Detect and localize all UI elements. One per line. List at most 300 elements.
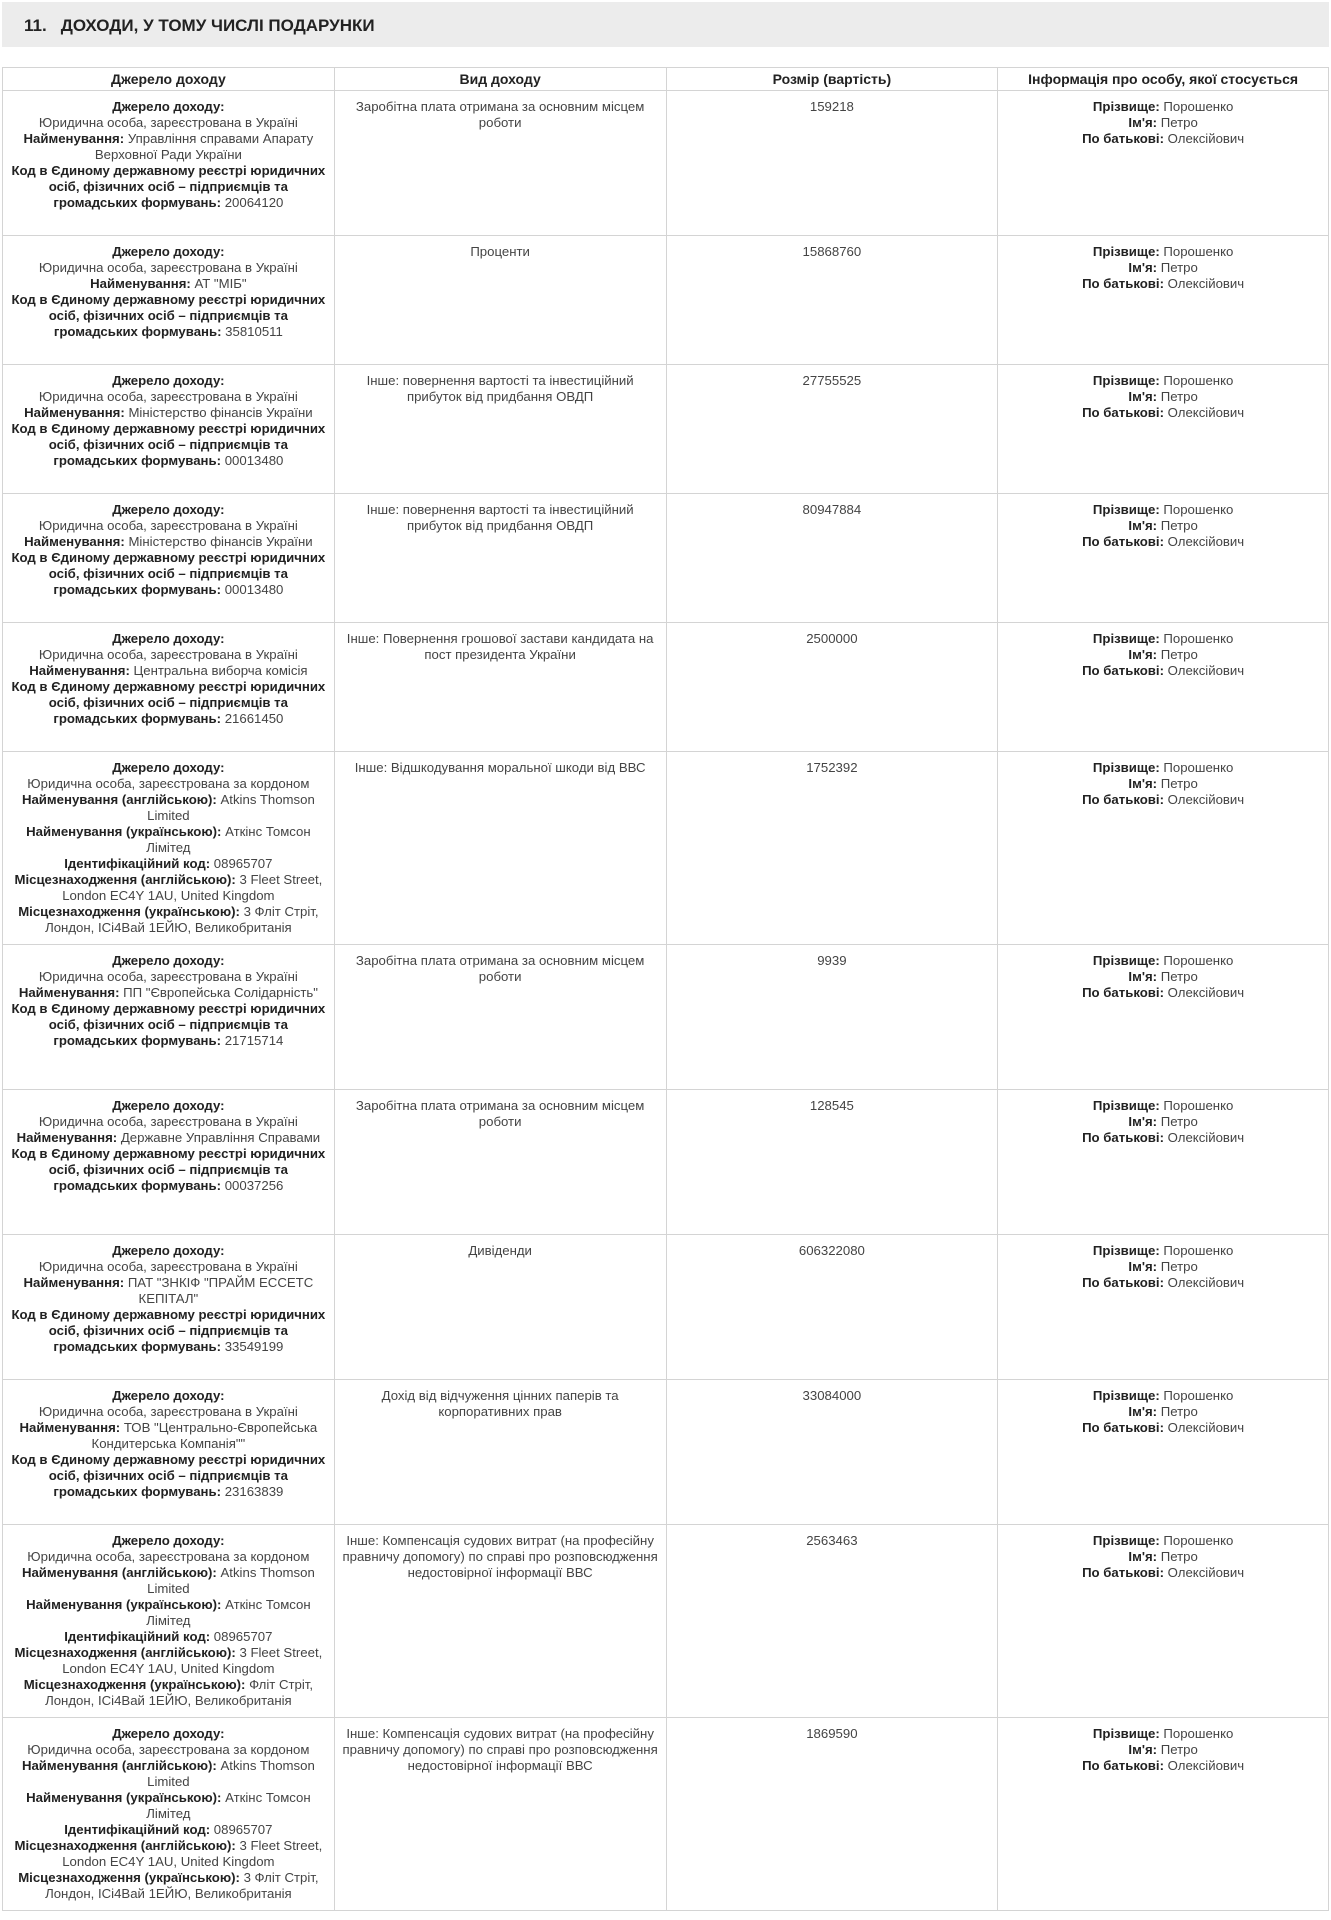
- source-line: [9, 824, 328, 856]
- table-row: [3, 1235, 1329, 1380]
- source-line: [9, 1275, 328, 1307]
- source-field-value: Юридична особа, зареєстрована в Україні: [38, 1259, 298, 1274]
- source-field-label: Місцезнаходження (англійською):: [14, 872, 236, 887]
- source-line: [9, 985, 328, 1001]
- person-surname-line: [1004, 760, 1322, 776]
- source-field-value: ТОВ "Центрально-Європейська Кондитерська Компанія"": [91, 1420, 318, 1451]
- income-type-cell: Дохід від відчуження цінних паперів та корпоративних прав: [334, 1380, 666, 1525]
- person-surname-label: Прізвище:: [1092, 953, 1160, 968]
- person-surname-line: [1004, 953, 1322, 969]
- source-line: [9, 1307, 328, 1355]
- source-line: [9, 373, 328, 389]
- income-amount-cell: 2500000: [666, 623, 998, 752]
- income-amount-cell: 27755525: [666, 365, 998, 494]
- person-surname-value: Порошенко: [1163, 244, 1234, 259]
- source-field-value: Міністерство фінансів України: [128, 534, 313, 549]
- person-surname-label: Прізвище:: [1092, 502, 1160, 517]
- person-info-cell: [998, 623, 1329, 752]
- source-field-value: Управління справами Апарату Верховної Ради України: [94, 131, 314, 162]
- source-field-value: 3 Fleet Street, London EC4Y 1AU, United Kingdom: [62, 1645, 323, 1676]
- table-row: [3, 1380, 1329, 1525]
- person-patronymic-line: [1004, 1565, 1322, 1581]
- source-field-value: ПП "Європейська Солідарність": [123, 985, 318, 1000]
- source-field-label: Найменування (англійською):: [21, 792, 217, 807]
- person-patronymic-value: Олексійович: [1167, 1420, 1245, 1435]
- person-name-value: Петро: [1160, 1259, 1198, 1274]
- source-field-value: Юридична особа, зареєстрована за кордоном: [27, 1549, 310, 1564]
- person-patronymic-line: [1004, 1275, 1322, 1291]
- person-surname-line: [1004, 1388, 1322, 1404]
- income-source-cell: [3, 945, 335, 1090]
- source-field-label: Найменування:: [18, 985, 120, 1000]
- source-field-value: Аткінс Томсон Лімітед: [146, 824, 311, 855]
- source-field-label: Найменування:: [16, 1130, 118, 1145]
- source-field-label: Джерело доходу:: [112, 1533, 225, 1548]
- income-amount-cell: 33084000: [666, 1380, 998, 1525]
- source-field-value: 3 Fleet Street, London EC4Y 1AU, United Kingdom: [62, 1838, 323, 1869]
- person-surname-label: Прізвище:: [1092, 1726, 1160, 1741]
- source-field-value: 3 Fleet Street, London EC4Y 1AU, United Kingdom: [62, 872, 323, 903]
- person-surname-value: Порошенко: [1163, 99, 1234, 114]
- income-type-cell: Заробітна плата отримана за основним місцем роботи: [334, 945, 666, 1090]
- source-line: [9, 1565, 328, 1597]
- person-info-cell: [998, 91, 1329, 236]
- source-line: [9, 292, 328, 340]
- income-type-cell: Інше: Компенсація судових витрат (на професійну правничу допомогу) по справі про розповсюдження недостовірної інформації ВВС: [334, 1525, 666, 1718]
- person-patronymic-value: Олексійович: [1167, 1758, 1245, 1773]
- source-line: [9, 1452, 328, 1500]
- person-name-line: [1004, 1742, 1322, 1758]
- income-amount-cell: 1752392: [666, 752, 998, 945]
- table-row: [3, 365, 1329, 494]
- person-name-line: [1004, 1114, 1322, 1130]
- source-field-value: 3 Фліт Стріт, Лондон, ІСі4Вай 1ЕЙЮ, Великобританія: [45, 904, 319, 935]
- source-field-value: Atkins Thomson Limited: [147, 1758, 315, 1789]
- person-surname-value: Порошенко: [1163, 631, 1234, 646]
- source-line: [9, 647, 328, 663]
- source-field-label: Ідентифікаційний код:: [64, 1822, 211, 1837]
- source-field-label: Джерело доходу:: [112, 953, 225, 968]
- source-field-label: Найменування:: [23, 1275, 125, 1290]
- source-field-value: Міністерство фінансів України: [128, 405, 313, 420]
- source-line: [9, 1533, 328, 1549]
- source-field-value: Юридична особа, зареєстрована в Україні: [38, 389, 298, 404]
- source-line: [9, 1001, 328, 1049]
- person-patronymic-label: По батькові:: [1082, 405, 1164, 420]
- source-field-label: Джерело доходу:: [112, 502, 225, 517]
- column-header-amount: Розмір (вартість): [666, 68, 998, 91]
- person-info-cell: [998, 1090, 1329, 1235]
- person-patronymic-line: [1004, 405, 1322, 421]
- income-amount-cell: 128545: [666, 1090, 998, 1235]
- source-field-value: Центральна виборча комісія: [133, 663, 308, 678]
- table-row: [3, 494, 1329, 623]
- table-row: [3, 1525, 1329, 1718]
- source-field-label: Джерело доходу:: [112, 1388, 225, 1403]
- person-surname-label: Прізвище:: [1092, 1533, 1160, 1548]
- person-patronymic-value: Олексійович: [1167, 1275, 1245, 1290]
- source-line: [9, 679, 328, 727]
- person-surname-line: [1004, 1098, 1322, 1114]
- source-line: [9, 389, 328, 405]
- source-line: [9, 776, 328, 792]
- person-info-cell: [998, 752, 1329, 945]
- person-surname-label: Прізвище:: [1092, 1243, 1160, 1258]
- table-row: [3, 91, 1329, 236]
- person-name-label: Ім'я:: [1128, 1404, 1158, 1419]
- source-field-value: Юридична особа, зареєстрована в Україні: [38, 260, 298, 275]
- person-name-label: Ім'я:: [1128, 1549, 1158, 1564]
- person-surname-label: Прізвище:: [1092, 99, 1160, 114]
- income-table: [2, 67, 1329, 1911]
- income-amount-cell: 159218: [666, 91, 998, 236]
- source-field-label: Найменування (українською):: [26, 1790, 222, 1805]
- person-name-value: Петро: [1160, 647, 1198, 662]
- person-info-cell: [998, 494, 1329, 623]
- person-patronymic-value: Олексійович: [1167, 534, 1245, 549]
- source-field-label: Місцезнаходження (українською):: [18, 1870, 240, 1885]
- source-field-label: Код в Єдиному державному реєстрі юридичних осіб, фізичних осіб – підприємців та громадських формувань:: [11, 1001, 326, 1048]
- person-surname-value: Порошенко: [1163, 1533, 1234, 1548]
- source-field-label: Найменування (англійською):: [21, 1758, 217, 1773]
- source-line: [9, 1130, 328, 1146]
- person-name-line: [1004, 1259, 1322, 1275]
- person-surname-line: [1004, 502, 1322, 518]
- person-patronymic-value: Олексійович: [1167, 663, 1245, 678]
- person-name-label: Ім'я:: [1128, 389, 1158, 404]
- person-surname-value: Порошенко: [1163, 953, 1234, 968]
- person-name-value: Петро: [1160, 1742, 1198, 1757]
- person-patronymic-label: По батькові:: [1082, 1130, 1164, 1145]
- table-body: [3, 91, 1329, 1911]
- source-field-label: Місцезнаходження (українською):: [18, 904, 240, 919]
- person-info-cell: [998, 236, 1329, 365]
- source-line: [9, 115, 328, 131]
- source-field-label: Місцезнаходження (українською):: [23, 1677, 246, 1692]
- source-field-label: Найменування:: [24, 534, 125, 549]
- source-field-value: 33549199: [224, 1339, 284, 1354]
- source-field-value: Аткінс Томсон Лімітед: [146, 1790, 311, 1821]
- source-field-value: Юридична особа, зареєстрована в Україні: [38, 1114, 298, 1129]
- person-patronymic-line: [1004, 663, 1322, 679]
- income-type-cell: Інше: повернення вартості та інвестиційний прибуток від придбання ОВДП: [334, 494, 666, 623]
- section-header: [2, 2, 1329, 47]
- source-line: [9, 1259, 328, 1275]
- person-patronymic-label: По батькові:: [1082, 131, 1164, 146]
- person-surname-value: Порошенко: [1163, 1388, 1234, 1403]
- income-source-cell: [3, 365, 335, 494]
- source-line: [9, 1098, 328, 1114]
- source-line: [9, 1822, 328, 1838]
- source-field-value: 21661450: [224, 711, 284, 726]
- person-surname-line: [1004, 99, 1322, 115]
- person-name-line: [1004, 647, 1322, 663]
- source-field-value: Atkins Thomson Limited: [147, 1565, 315, 1596]
- income-source-cell: [3, 1718, 335, 1911]
- source-line: [9, 1597, 328, 1629]
- source-field-label: Ідентифікаційний код:: [64, 1629, 211, 1644]
- income-type-cell: Інше: повернення вартості та інвестиційний прибуток від придбання ОВДП: [334, 365, 666, 494]
- source-line: [9, 663, 328, 679]
- person-name-label: Ім'я:: [1128, 1259, 1158, 1274]
- person-patronymic-line: [1004, 792, 1322, 808]
- person-name-label: Ім'я:: [1128, 776, 1158, 791]
- person-patronymic-value: Олексійович: [1167, 405, 1245, 420]
- source-line: [9, 872, 328, 904]
- source-field-label: Джерело доходу:: [112, 760, 225, 775]
- person-patronymic-label: По батькові:: [1082, 1420, 1164, 1435]
- source-field-value: Фліт Стріт, Лондон, ІСі4Вай 1ЕЙЮ, Великобританія: [45, 1677, 314, 1708]
- person-surname-line: [1004, 1533, 1322, 1549]
- source-field-value: 00013480: [224, 582, 284, 597]
- column-header-person: Інформація про особу, якої стосується: [998, 68, 1329, 91]
- person-name-line: [1004, 518, 1322, 534]
- person-info-cell: [998, 365, 1329, 494]
- person-surname-label: Прізвище:: [1092, 1098, 1160, 1113]
- person-surname-value: Порошенко: [1163, 1243, 1234, 1258]
- source-field-value: Юридична особа, зареєстрована в Україні: [38, 115, 298, 130]
- source-field-label: Джерело доходу:: [112, 373, 225, 388]
- income-source-cell: [3, 623, 335, 752]
- source-field-value: 21715714: [224, 1033, 284, 1048]
- income-source-cell: [3, 752, 335, 945]
- person-name-value: Петро: [1160, 518, 1198, 533]
- person-patronymic-label: По батькові:: [1082, 792, 1164, 807]
- source-line: [9, 131, 328, 163]
- person-info-cell: [998, 1380, 1329, 1525]
- source-line: [9, 260, 328, 276]
- source-field-label: Місцезнаходження (англійською):: [14, 1645, 236, 1660]
- person-surname-line: [1004, 631, 1322, 647]
- source-line: [9, 1838, 328, 1870]
- person-surname-label: Прізвище:: [1092, 1388, 1160, 1403]
- source-field-label: Найменування:: [29, 663, 130, 678]
- person-patronymic-value: Олексійович: [1167, 131, 1245, 146]
- person-surname-line: [1004, 1726, 1322, 1742]
- person-info-cell: [998, 1718, 1329, 1911]
- source-field-value: 00013480: [224, 453, 284, 468]
- person-patronymic-label: По батькові:: [1082, 1275, 1164, 1290]
- source-field-label: Найменування (українською):: [26, 824, 222, 839]
- source-field-value: 00037256: [224, 1178, 284, 1193]
- source-line: [9, 244, 328, 260]
- source-line: [9, 1677, 328, 1709]
- source-field-label: Найменування (англійською):: [21, 1565, 217, 1580]
- source-field-label: Джерело доходу:: [112, 1726, 225, 1741]
- source-line: [9, 1742, 328, 1758]
- source-field-value: Аткінс Томсон Лімітед: [146, 1597, 311, 1628]
- source-line: [9, 502, 328, 518]
- table-row: [3, 1718, 1329, 1911]
- source-field-value: 08965707: [213, 1629, 273, 1644]
- person-name-label: Ім'я:: [1128, 969, 1158, 984]
- income-amount-cell: 606322080: [666, 1235, 998, 1380]
- source-field-value: 08965707: [213, 1822, 273, 1837]
- person-surname-label: Прізвище:: [1092, 631, 1160, 646]
- table-header-row: [3, 68, 1329, 91]
- column-header-type: Вид доходу: [334, 68, 666, 91]
- income-amount-cell: 1869590: [666, 1718, 998, 1911]
- source-field-label: Місцезнаходження (англійською):: [14, 1838, 236, 1853]
- source-field-label: Ідентифікаційний код:: [64, 856, 211, 871]
- income-source-cell: [3, 1090, 335, 1235]
- person-info-cell: [998, 1525, 1329, 1718]
- person-surname-value: Порошенко: [1163, 760, 1234, 775]
- source-line: [9, 534, 328, 550]
- person-patronymic-value: Олексійович: [1167, 792, 1245, 807]
- source-line: [9, 1870, 328, 1902]
- table-row: [3, 623, 1329, 752]
- source-line: [9, 1420, 328, 1452]
- source-line: [9, 1404, 328, 1420]
- income-source-cell: [3, 91, 335, 236]
- source-field-value: Юридична особа, зареєстрована в Україні: [38, 1404, 298, 1419]
- person-name-label: Ім'я:: [1128, 115, 1158, 130]
- person-name-value: Петро: [1160, 1404, 1198, 1419]
- person-patronymic-label: По батькові:: [1082, 534, 1164, 549]
- column-header-source: Джерело доходу: [3, 68, 335, 91]
- source-line: [9, 518, 328, 534]
- person-name-value: Петро: [1160, 115, 1198, 130]
- income-source-cell: [3, 1525, 335, 1718]
- source-line: [9, 1243, 328, 1259]
- person-patronymic-value: Олексійович: [1167, 985, 1245, 1000]
- source-field-label: Джерело доходу:: [112, 631, 225, 646]
- source-line: [9, 953, 328, 969]
- source-field-value: Atkins Thomson Limited: [147, 792, 315, 823]
- source-line: [9, 1758, 328, 1790]
- person-patronymic-line: [1004, 131, 1322, 147]
- table-row: [3, 752, 1329, 945]
- income-source-cell: [3, 236, 335, 365]
- source-field-label: Найменування:: [19, 1420, 121, 1435]
- source-field-value: Юридична особа, зареєстрована в Україні: [38, 518, 298, 533]
- person-name-value: Петро: [1160, 969, 1198, 984]
- person-patronymic-line: [1004, 534, 1322, 550]
- source-field-label: Найменування:: [23, 131, 125, 146]
- source-field-label: Найменування (українською):: [26, 1597, 222, 1612]
- person-name-value: Петро: [1160, 776, 1198, 791]
- person-patronymic-line: [1004, 1130, 1322, 1146]
- income-type-cell: Дивіденди: [334, 1235, 666, 1380]
- source-line: [9, 163, 328, 211]
- person-patronymic-value: Олексійович: [1167, 1130, 1245, 1145]
- person-surname-value: Порошенко: [1163, 502, 1234, 517]
- source-line: [9, 421, 328, 469]
- table-row: [3, 945, 1329, 1090]
- source-field-label: Код в Єдиному державному реєстрі юридичних осіб, фізичних осіб – підприємців та громадських формувань:: [11, 292, 326, 339]
- source-field-value: 23163839: [224, 1484, 284, 1499]
- source-line: [9, 631, 328, 647]
- source-field-label: Джерело доходу:: [112, 1243, 225, 1258]
- person-surname-label: Прізвище:: [1092, 760, 1160, 775]
- source-line: [9, 904, 328, 936]
- source-field-label: Код в Єдиному державному реєстрі юридичних осіб, фізичних осіб – підприємців та громадських формувань:: [11, 1146, 326, 1193]
- person-surname-line: [1004, 244, 1322, 260]
- person-patronymic-label: По батькові:: [1082, 1758, 1164, 1773]
- person-name-line: [1004, 1404, 1322, 1420]
- person-patronymic-value: Олексійович: [1167, 276, 1245, 291]
- source-line: [9, 1629, 328, 1645]
- source-field-value: Державне Управління Справами: [120, 1130, 321, 1145]
- person-info-cell: [998, 1235, 1329, 1380]
- source-line: [9, 1388, 328, 1404]
- person-surname-line: [1004, 373, 1322, 389]
- source-line: [9, 99, 328, 115]
- person-name-line: [1004, 776, 1322, 792]
- income-source-cell: [3, 1235, 335, 1380]
- person-patronymic-line: [1004, 985, 1322, 1001]
- person-name-label: Ім'я:: [1128, 260, 1158, 275]
- person-patronymic-label: По батькові:: [1082, 276, 1164, 291]
- source-field-value: Юридична особа, зареєстрована за кордоном: [27, 1742, 310, 1757]
- source-line: [9, 1645, 328, 1677]
- source-field-label: Код в Єдиному державному реєстрі юридичних осіб, фізичних осіб – підприємців та громадських формувань:: [11, 421, 326, 468]
- person-patronymic-label: По батькові:: [1082, 985, 1164, 1000]
- source-field-label: Найменування:: [90, 276, 191, 291]
- person-patronymic-line: [1004, 1420, 1322, 1436]
- source-line: [9, 1549, 328, 1565]
- income-amount-cell: 9939: [666, 945, 998, 1090]
- source-field-label: Код в Єдиному державному реєстрі юридичних осіб, фізичних осіб – підприємців та громадських формувань:: [11, 679, 326, 726]
- income-source-cell: [3, 1380, 335, 1525]
- source-field-value: Юридична особа, зареєстрована за кордоном: [27, 776, 310, 791]
- person-name-value: Петро: [1160, 389, 1198, 404]
- person-surname-value: Порошенко: [1163, 1098, 1234, 1113]
- person-name-line: [1004, 260, 1322, 276]
- person-patronymic-line: [1004, 276, 1322, 292]
- source-field-value: ПАТ "ЗНКІФ "ПРАЙМ ЕССЕТС КЕПІТАЛ": [127, 1275, 314, 1306]
- person-name-line: [1004, 389, 1322, 405]
- person-surname-label: Прізвище:: [1092, 373, 1160, 388]
- section-title: ДОХОДИ, У ТОМУ ЧИСЛІ ПОДАРУНКИ: [60, 16, 375, 35]
- source-field-label: Код в Єдиному державному реєстрі юридичних осіб, фізичних осіб – підприємців та громадських формувань:: [11, 550, 326, 597]
- source-line: [9, 1790, 328, 1822]
- source-field-label: Код в Єдиному державному реєстрі юридичних осіб, фізичних осіб – підприємців та громадських формувань:: [11, 1452, 326, 1499]
- source-line: [9, 405, 328, 421]
- source-field-value: 35810511: [225, 324, 283, 339]
- income-type-cell: Заробітна плата отримана за основним місцем роботи: [334, 1090, 666, 1235]
- person-surname-value: Порошенко: [1163, 373, 1234, 388]
- source-field-value: АТ "МІБ": [194, 276, 247, 291]
- source-line: [9, 792, 328, 824]
- income-type-cell: Інше: Відшкодування моральної шкоди від ВВС: [334, 752, 666, 945]
- person-info-cell: [998, 945, 1329, 1090]
- source-line: [9, 276, 328, 292]
- source-field-value: 08965707: [213, 856, 273, 871]
- source-line: [9, 969, 328, 985]
- person-name-value: Петро: [1160, 1549, 1198, 1564]
- source-field-label: Найменування:: [24, 405, 125, 420]
- source-field-value: Юридична особа, зареєстрована в Україні: [38, 969, 298, 984]
- income-amount-cell: 15868760: [666, 236, 998, 365]
- source-field-value: 3 Фліт Стріт, Лондон, ІСі4Вай 1ЕЙЮ, Великобританія: [45, 1870, 319, 1901]
- source-line: [9, 1114, 328, 1130]
- source-field-label: Джерело доходу:: [112, 1098, 225, 1113]
- income-amount-cell: 80947884: [666, 494, 998, 623]
- table-row: [3, 1090, 1329, 1235]
- person-name-value: Петро: [1160, 260, 1198, 275]
- person-surname-label: Прізвище:: [1092, 244, 1160, 259]
- section-number: 11.: [24, 16, 47, 35]
- person-name-label: Ім'я:: [1128, 518, 1158, 533]
- source-line: [9, 550, 328, 598]
- income-source-cell: [3, 494, 335, 623]
- table-row: [3, 236, 1329, 365]
- person-surname-line: [1004, 1243, 1322, 1259]
- source-field-label: Джерело доходу:: [112, 99, 225, 114]
- income-amount-cell: 2563463: [666, 1525, 998, 1718]
